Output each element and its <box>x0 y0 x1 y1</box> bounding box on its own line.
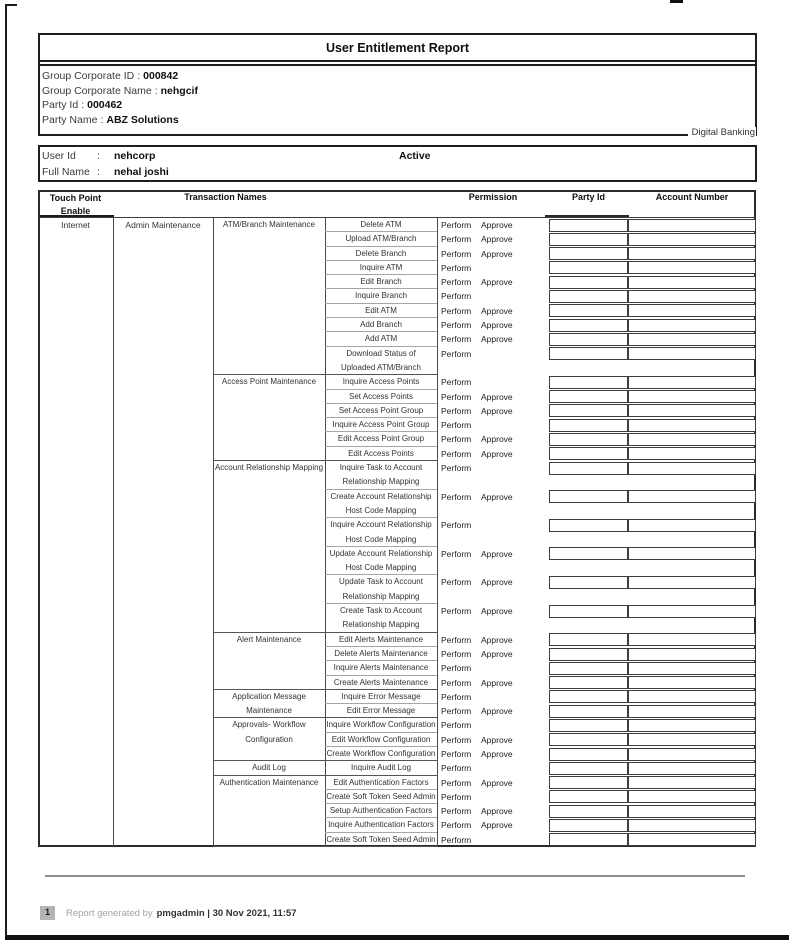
table-row <box>325 575 756 604</box>
party-id-field <box>549 676 628 689</box>
permission-cell: Perform Approve <box>441 677 513 688</box>
category-cell: Access Point Maintenance <box>213 375 325 461</box>
entitlement-table <box>38 190 756 847</box>
table-row <box>325 461 756 490</box>
transaction-cell: Edit Alerts Maintenance <box>325 633 437 647</box>
table-row <box>325 490 756 519</box>
account-number-field <box>628 833 756 846</box>
transaction-cell: Inquire ATM <box>325 261 437 275</box>
header-party-id: Party Id <box>571 192 605 202</box>
party-id-field <box>549 404 628 417</box>
colon: : <box>97 150 100 162</box>
party-id-field <box>549 447 628 460</box>
party-id-field <box>549 662 628 675</box>
party-id-field <box>549 490 628 503</box>
transaction-cell: Delete ATM <box>325 218 437 232</box>
transaction-cell: Inquire Workflow Configuration <box>325 718 437 732</box>
touch-point-cell: Internet <box>61 220 90 230</box>
table-row <box>325 833 756 847</box>
permission-cell: Perform <box>441 834 472 845</box>
party-id-field <box>549 776 628 789</box>
transaction-cell: Edit Authentication Factors <box>325 776 437 790</box>
account-number-field <box>628 733 756 746</box>
account-number-field <box>628 648 756 661</box>
table-row <box>325 733 756 747</box>
table-header <box>38 190 756 218</box>
permission-cell: Perform Approve <box>441 234 513 245</box>
permission-cell: Perform Approve <box>441 248 513 259</box>
table-row <box>325 661 756 675</box>
transaction-cell: Inquire Error Message <box>325 690 437 704</box>
transaction-cell: Inquire Branch <box>325 289 437 303</box>
transaction-cell: Set Access Points <box>325 390 437 404</box>
permission-cell: Perform <box>441 720 472 731</box>
party-id-field <box>549 547 628 560</box>
transaction-cell: Add ATM <box>325 332 437 346</box>
party-id-field <box>549 304 628 317</box>
category-cell: Account Relationship Mapping <box>213 461 325 633</box>
transaction-cell: Inquire Account Relationship Host Code Mapping <box>325 518 437 547</box>
generated-prefix: Report generated by <box>66 907 153 919</box>
permission-cell: Perform Approve <box>441 806 513 817</box>
table-row <box>325 790 756 804</box>
party-id-field <box>549 347 628 360</box>
party-id-field <box>549 648 628 661</box>
transaction-cell: Create Account Relationship Host Code Mapping <box>325 490 437 519</box>
account-number-field <box>628 419 756 432</box>
group-corporate-name-line: Group Corporate Name : nehgcif <box>42 84 198 97</box>
account-number-field <box>628 261 756 274</box>
party-id-field <box>549 833 628 846</box>
party-id-field <box>549 247 628 260</box>
party-id-field <box>549 333 628 346</box>
party-id-field <box>549 462 628 475</box>
category-cell: Audit Log <box>213 761 325 775</box>
transaction-cell: Inquire Access Points <box>325 375 437 389</box>
account-number-field <box>628 633 756 646</box>
header-account-number: Account Number <box>655 192 729 202</box>
table-row <box>325 818 756 832</box>
transaction-cell: Inquire Alerts Maintenance <box>325 661 437 675</box>
account-number-field <box>628 333 756 346</box>
report-header-box <box>38 33 757 136</box>
account-number-field <box>628 490 756 503</box>
account-number-field <box>628 790 756 803</box>
page-number-badge: 1 <box>40 906 55 920</box>
permission-cell: Perform <box>441 348 472 359</box>
party-id-field <box>549 576 628 589</box>
account-number-field <box>628 762 756 775</box>
account-number-field <box>628 462 756 475</box>
account-number-field <box>628 347 756 360</box>
permission-cell: Perform Approve <box>441 577 513 588</box>
transaction-cell: Set Access Point Group <box>325 404 437 418</box>
footer <box>40 906 297 920</box>
table-row <box>325 761 756 775</box>
header-underline <box>545 215 629 217</box>
account-number-field <box>628 690 756 703</box>
permission-cell: Perform Approve <box>441 320 513 331</box>
permission-cell: Perform <box>441 291 472 302</box>
full-name-value: nehal joshi <box>114 165 169 178</box>
table-row <box>325 604 756 633</box>
header-transaction-names: Transaction Names <box>184 192 267 202</box>
party-id-field <box>549 419 628 432</box>
permission-cell: Perform Approve <box>441 434 513 445</box>
account-number-field <box>628 319 756 332</box>
permission-cell: Perform <box>441 763 472 774</box>
transaction-cell: Edit Access Points <box>325 447 437 461</box>
permission-cell: Perform <box>441 663 472 674</box>
account-number-field <box>628 719 756 732</box>
transaction-cell: Upload ATM/Branch <box>325 232 437 246</box>
party-id-field <box>549 433 628 446</box>
account-number-field <box>628 576 756 589</box>
party-id-field <box>549 733 628 746</box>
table-row <box>325 218 756 232</box>
account-number-field <box>628 290 756 303</box>
permission-cell: Perform Approve <box>441 648 513 659</box>
group-cell: Admin Maintenance <box>125 220 201 230</box>
header-permission: Permission <box>468 192 518 202</box>
digital-banking-label: Digital Banking <box>688 127 756 140</box>
table-row <box>325 247 756 261</box>
table-row <box>325 718 756 732</box>
category-cell: Authentication Maintenance <box>213 776 325 848</box>
transaction-cell: Setup Authentication Factors <box>325 804 437 818</box>
party-id-field <box>549 219 628 232</box>
account-number-field <box>628 219 756 232</box>
page-top-mark <box>670 0 683 3</box>
party-id-field <box>549 633 628 646</box>
transaction-cell: Inquire Audit Log <box>325 761 437 775</box>
party-id-field <box>549 762 628 775</box>
permission-cell: Perform Approve <box>441 548 513 559</box>
page-border-left <box>5 4 7 938</box>
full-name-row <box>40 165 755 181</box>
permission-cell: Perform <box>441 791 472 802</box>
category-cell: Approvals- Workflow Configuration <box>213 718 325 761</box>
table-row <box>325 776 756 790</box>
table-row <box>325 647 756 661</box>
transaction-cell: Update Account Relationship Host Code Mapping <box>325 547 437 576</box>
party-id-line: Party Id : 000462 <box>42 99 123 111</box>
party-id-field <box>549 390 628 403</box>
account-number-field <box>628 776 756 789</box>
account-number-field <box>628 447 756 460</box>
party-id-field <box>549 719 628 732</box>
column-divider <box>113 218 114 847</box>
permission-cell: Perform <box>441 377 472 388</box>
permission-cell: Perform Approve <box>441 634 513 645</box>
transaction-cell: Create Task to Account Relationship Mapping <box>325 604 437 633</box>
table-row <box>325 418 756 432</box>
permission-cell: Perform Approve <box>441 734 513 745</box>
party-name-line: Party Name : ABZ Solutions <box>42 113 179 126</box>
transaction-cell: Inquire Task to Account Relationship Mapping <box>325 461 437 490</box>
category-cell: Application Message Maintenance <box>213 690 325 719</box>
account-number-field <box>628 676 756 689</box>
party-id-field <box>549 705 628 718</box>
table-row <box>325 633 756 647</box>
party-id-field <box>549 276 628 289</box>
transaction-cell: Create Soft Token Seed Admin <box>325 790 437 804</box>
account-number-field <box>628 519 756 532</box>
permission-cell: Perform Approve <box>441 706 513 717</box>
permission-cell: Perform Approve <box>441 606 513 617</box>
account-number-field <box>628 404 756 417</box>
rows-column <box>325 218 756 847</box>
user-status-badge: Active <box>399 150 431 162</box>
account-number-field <box>628 433 756 446</box>
transaction-cell: Edit Branch <box>325 275 437 289</box>
transaction-cell: Inquire Authentication Factors <box>325 818 437 832</box>
table-row <box>325 289 756 303</box>
party-id-field <box>549 605 628 618</box>
permission-cell: Perform Approve <box>441 748 513 759</box>
category-column <box>213 218 325 847</box>
table-row <box>325 261 756 275</box>
permission-cell: Perform Approve <box>441 491 513 502</box>
user-box <box>38 145 757 182</box>
account-number-field <box>628 748 756 761</box>
table-row <box>325 704 756 718</box>
party-id-field <box>549 233 628 246</box>
category-cell: Alert Maintenance <box>213 633 325 690</box>
party-id-field <box>549 319 628 332</box>
permission-cell: Perform <box>441 691 472 702</box>
table-row <box>325 332 756 346</box>
table-row <box>325 318 756 332</box>
full-name-label: Full Name <box>42 165 90 178</box>
account-number-field <box>628 276 756 289</box>
account-number-field <box>628 605 756 618</box>
header-touch-point: Touch Point Enable <box>49 193 102 216</box>
permission-cell: Perform <box>441 262 472 273</box>
category-cell: ATM/Branch Maintenance <box>213 218 325 375</box>
party-id-field <box>549 261 628 274</box>
user-id-value: nehcorp <box>114 150 156 162</box>
account-number-field <box>628 705 756 718</box>
permission-cell: Perform Approve <box>441 777 513 788</box>
transaction-cell: Delete Alerts Maintenance <box>325 647 437 661</box>
user-id-row <box>40 149 755 165</box>
footer-divider <box>45 875 745 877</box>
page-border-top-tick <box>5 4 17 6</box>
table-row <box>325 232 756 246</box>
permission-cell: Perform <box>441 520 472 531</box>
table-row <box>325 304 756 318</box>
table-row <box>325 747 756 761</box>
permission-cell: Perform <box>441 420 472 431</box>
group-corporate-id-line: Group Corporate ID : 000842 <box>42 70 179 82</box>
party-id-field <box>549 819 628 832</box>
transaction-cell: Download Status of Uploaded ATM/Branch <box>325 347 437 376</box>
party-id-field <box>549 748 628 761</box>
account-number-field <box>628 247 756 260</box>
transaction-cell: Edit Access Point Group <box>325 432 437 446</box>
header-underline <box>38 215 114 217</box>
account-number-field <box>628 390 756 403</box>
transaction-cell: Edit ATM <box>325 304 437 318</box>
account-number-field <box>628 662 756 675</box>
party-id-field <box>549 805 628 818</box>
table-row <box>325 676 756 690</box>
table-row <box>325 432 756 446</box>
transaction-cell: Edit Error Message <box>325 704 437 718</box>
permission-cell: Perform Approve <box>441 334 513 345</box>
permission-cell: Perform Approve <box>441 305 513 316</box>
party-id-field <box>549 790 628 803</box>
party-id-field <box>549 290 628 303</box>
table-row <box>325 690 756 704</box>
transaction-cell: Update Task to Account Relationship Mapping <box>325 575 437 604</box>
table-body <box>38 218 756 847</box>
transaction-cell: Create Workflow Configuration <box>325 747 437 761</box>
permission-cell: Perform Approve <box>441 405 513 416</box>
party-id-field <box>549 690 628 703</box>
table-row <box>325 518 756 547</box>
permission-cell: Perform Approve <box>441 448 513 459</box>
table-row <box>325 404 756 418</box>
generated-by: pmgadmin | 30 Nov 2021, 11:57 <box>156 907 297 919</box>
page-title: User Entitlement Report <box>40 35 755 62</box>
transaction-cell: Edit Workflow Configuration <box>325 733 437 747</box>
account-number-field <box>628 304 756 317</box>
transaction-cell: Create Soft Token Seed Admin <box>325 833 437 847</box>
corporate-info <box>40 66 755 127</box>
party-id-field <box>549 519 628 532</box>
transaction-cell: Create Alerts Maintenance <box>325 676 437 690</box>
permission-cell: Perform Approve <box>441 277 513 288</box>
user-id-label: User Id <box>42 150 76 162</box>
account-number-field <box>628 233 756 246</box>
table-row <box>325 375 756 389</box>
account-number-field <box>628 805 756 818</box>
transaction-cell: Inquire Access Point Group <box>325 418 437 432</box>
table-row <box>325 347 756 376</box>
account-number-field <box>628 376 756 389</box>
permission-cell: Perform <box>441 463 472 474</box>
account-number-field <box>628 547 756 560</box>
table-row <box>325 547 756 576</box>
account-number-field <box>628 819 756 832</box>
permission-cell: Perform Approve <box>441 820 513 831</box>
table-row <box>325 390 756 404</box>
table-row <box>325 804 756 818</box>
permission-cell: Perform Approve <box>441 220 513 230</box>
permission-cell: Perform Approve <box>441 391 513 402</box>
table-row <box>325 447 756 461</box>
transaction-cell: Add Branch <box>325 318 437 332</box>
table-row <box>325 275 756 289</box>
transaction-cell: Delete Branch <box>325 247 437 261</box>
page-border-bottom <box>5 935 789 940</box>
colon: : <box>97 165 100 178</box>
party-id-field <box>549 376 628 389</box>
